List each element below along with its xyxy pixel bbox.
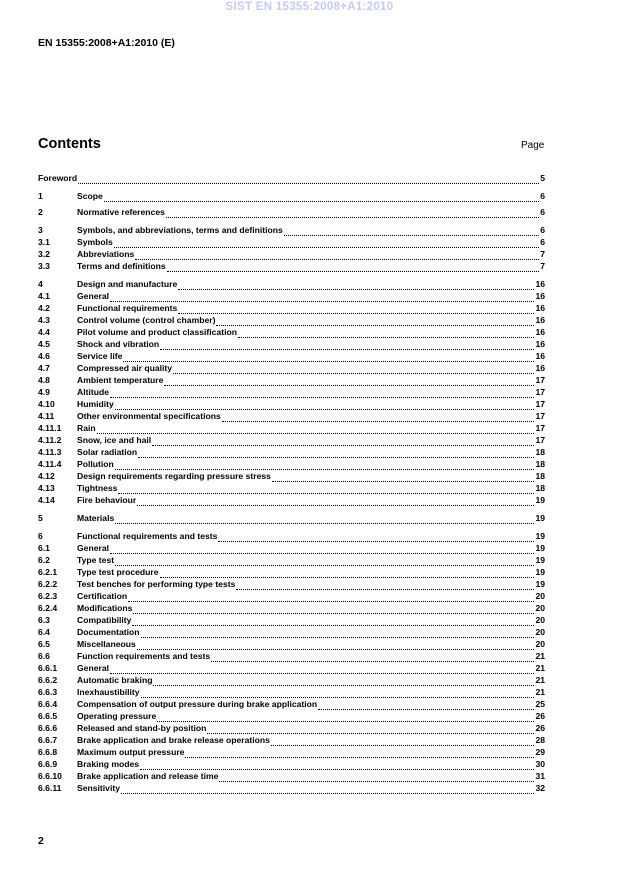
- toc-leader-dots: [236, 580, 534, 590]
- toc-entry-page: 21: [535, 687, 545, 697]
- toc-leader-dots: [185, 748, 534, 758]
- toc-leader-dots: [318, 700, 534, 710]
- toc-entry[interactable]: [38, 758, 545, 770]
- toc-entry-number: 4.11.3: [38, 447, 62, 457]
- toc-entry-number: 4.5: [38, 339, 50, 349]
- toc-entry-page: 16: [535, 327, 545, 337]
- toc-entry-title: Sensitivity: [77, 783, 120, 793]
- toc-leader-dots: [104, 192, 539, 202]
- toc-entry-title: Solar radiation: [77, 447, 138, 457]
- toc-entry-number: 4.11: [38, 411, 55, 421]
- toc-entry[interactable]: [38, 236, 545, 248]
- toc-entry[interactable]: [38, 338, 545, 350]
- toc-entry-title: General: [77, 663, 110, 673]
- toc-entry[interactable]: [38, 398, 545, 410]
- toc-leader-dots: [178, 280, 534, 290]
- toc-entry[interactable]: [38, 770, 545, 782]
- toc-entry-page: 25: [535, 699, 545, 709]
- toc-entry-number: 6.6.2: [38, 675, 58, 685]
- toc-entry-title: Fire behaviour: [77, 495, 137, 505]
- toc-leader-dots: [167, 262, 540, 272]
- toc-leader-dots: [164, 376, 534, 386]
- toc-entry[interactable]: [38, 650, 545, 662]
- toc-entry-page: 20: [535, 627, 545, 637]
- toc-entry[interactable]: [38, 746, 545, 758]
- toc-entry-title: Function requirements and tests: [77, 651, 211, 661]
- toc-leader-dots: [284, 226, 539, 236]
- toc-entry[interactable]: [38, 638, 545, 650]
- toc-leader-dots: [271, 736, 534, 746]
- toc-entry-title: Pollution: [77, 459, 114, 469]
- toc-leader-dots: [160, 340, 534, 350]
- toc-entry[interactable]: [38, 362, 545, 374]
- toc-leader-dots: [132, 616, 534, 626]
- toc-entry-title: Brake application and release time: [77, 771, 219, 781]
- toc-leader-dots: [140, 760, 534, 770]
- toc-entry-title: Other environmental specifications: [77, 411, 221, 421]
- toc-entry-page: 20: [535, 615, 545, 625]
- toc-entry-number: 4.6: [38, 351, 50, 361]
- toc-entry-title: Ambient temperature: [77, 375, 164, 385]
- toc-entry[interactable]: [38, 662, 545, 674]
- toc-entry-page: 26: [535, 711, 545, 721]
- toc-entry-page: 6: [540, 237, 545, 247]
- toc-entry-title: Design and manufacture: [77, 279, 178, 289]
- toc-entry-number: 6.6.3: [38, 687, 58, 697]
- toc-entry-title: Released and stand-by position: [77, 723, 207, 733]
- toc-entry-number: 6.6.5: [38, 711, 58, 721]
- toc-leader-dots: [115, 460, 535, 470]
- toc-entry-page: 16: [535, 363, 545, 373]
- toc-leader-dots: [141, 628, 535, 638]
- toc-entry[interactable]: [38, 554, 545, 566]
- toc-entry[interactable]: [38, 278, 545, 290]
- toc-entry-page: 19: [535, 567, 545, 577]
- toc-leader-dots: [115, 400, 535, 410]
- toc-entry-number: 1: [38, 191, 43, 201]
- toc-entry-page: 5: [540, 173, 545, 183]
- toc-entry[interactable]: [38, 482, 545, 494]
- toc-entry-number: 6.2.3: [38, 591, 58, 601]
- toc-entry-page: 28: [535, 735, 545, 745]
- toc-entry-title: Compatibility: [77, 615, 132, 625]
- toc-entry-page: 16: [535, 291, 545, 301]
- toc-entry[interactable]: [38, 590, 545, 602]
- toc-entry-number: 6.2.2: [38, 579, 58, 589]
- toc-entry-page: 7: [540, 249, 545, 259]
- toc-entry[interactable]: [38, 722, 545, 734]
- toc-entry[interactable]: [38, 326, 545, 338]
- toc-entry-title: Snow, ice and hail: [77, 435, 152, 445]
- toc-leader-dots: [222, 412, 535, 422]
- toc-leader-dots: [135, 250, 539, 260]
- toc-leader-dots: [78, 174, 539, 184]
- toc-entry-title: Functional requirements and tests: [77, 531, 218, 541]
- contents-title: Contents: [38, 136, 101, 152]
- toc-entry-title: Test benches for performing type tests: [77, 579, 236, 589]
- toc-entry-page: 6: [540, 207, 545, 217]
- toc-entry-page: 18: [535, 459, 545, 469]
- toc-entry-page: 31: [535, 771, 545, 781]
- toc-entry[interactable]: [38, 566, 545, 578]
- toc-entry-title: Functional requirements: [77, 303, 178, 313]
- toc-entry-page: 17: [535, 399, 545, 409]
- toc-entry-page: 32: [535, 783, 545, 793]
- toc-entry[interactable]: [38, 260, 545, 272]
- page-number: 2: [38, 835, 44, 847]
- toc-entry-title: Modifications: [77, 603, 133, 613]
- toc-entry-number: 3.2: [38, 249, 50, 259]
- toc-entry-title: Service life: [77, 351, 123, 361]
- toc-leader-dots: [137, 496, 534, 506]
- toc-entry-page: 17: [535, 423, 545, 433]
- toc-entry-title: Humidity: [77, 399, 114, 409]
- toc-entry-number: 3.1: [38, 237, 50, 247]
- toc-entry-number: 6.3: [38, 615, 50, 625]
- toc-leader-dots: [219, 772, 534, 782]
- toc-entry-number: 4.1: [38, 291, 50, 301]
- toc-entry-title: Pilot volume and product classification: [77, 327, 237, 337]
- toc-entry-page: 18: [535, 447, 545, 457]
- toc-entry-number: 4.11.4: [38, 459, 62, 469]
- toc-entry-page: 16: [535, 279, 545, 289]
- toc-entry-number: 4.3: [38, 315, 50, 325]
- toc-leader-dots: [173, 364, 534, 374]
- toc-entry-number: 6.2: [38, 555, 50, 565]
- document-header: EN 15355:2008+A1:2010 (E): [38, 37, 175, 49]
- toc-entry[interactable]: [38, 290, 545, 302]
- toc-entry-page: 6: [540, 191, 545, 201]
- toc-entry[interactable]: [38, 710, 545, 722]
- toc-entry-page: 29: [535, 747, 545, 757]
- toc-entry-page: 19: [535, 579, 545, 589]
- toc-entry[interactable]: [38, 374, 545, 386]
- toc-entry[interactable]: [38, 350, 545, 362]
- toc-entry-number: 4.12: [38, 471, 55, 481]
- toc-entry-number: 6.6.11: [38, 783, 62, 793]
- toc-entry[interactable]: [38, 530, 545, 542]
- toc-entry-title: Abbreviations: [77, 249, 135, 259]
- toc-entry[interactable]: [38, 410, 545, 422]
- toc-entry-number: 4.9: [38, 387, 50, 397]
- toc-leader-dots: [123, 352, 534, 362]
- toc-leader-dots: [121, 784, 534, 794]
- toc-entry[interactable]: [38, 686, 545, 698]
- toc-entry-number: 6.1: [38, 543, 50, 553]
- toc-entry-number: 2: [38, 207, 43, 217]
- toc-entry-title: Certification: [77, 591, 128, 601]
- toc-entry-page: 21: [535, 663, 545, 673]
- toc-leader-dots: [114, 238, 539, 248]
- toc-entry[interactable]: [38, 614, 545, 626]
- toc-entry[interactable]: [38, 206, 545, 218]
- toc-entry-number: 6.2.1: [38, 567, 58, 577]
- toc-entry-number: 4.4: [38, 327, 50, 337]
- toc-leader-dots: [157, 712, 534, 722]
- toc-entry-page: 26: [535, 723, 545, 733]
- toc-entry-page: 16: [535, 303, 545, 313]
- toc-entry[interactable]: [38, 386, 545, 398]
- toc-entry[interactable]: [38, 494, 545, 506]
- toc-leader-dots: [160, 568, 535, 578]
- toc-entry-page: 16: [535, 351, 545, 361]
- toc-entry-number: 6.2.4: [38, 603, 58, 613]
- toc-leader-dots: [128, 592, 534, 602]
- toc-entry-page: 19: [535, 531, 545, 541]
- toc-entry-page: 19: [535, 543, 545, 553]
- toc-leader-dots: [272, 472, 535, 482]
- toc-entry-page: 20: [535, 639, 545, 649]
- toc-entry-number: 4.11.1: [38, 423, 62, 433]
- toc-entry-title: Materials: [77, 513, 115, 523]
- toc-entry[interactable]: [38, 782, 545, 794]
- toc-entry-title: Design requirements regarding pressure stress: [77, 471, 271, 481]
- toc-entry-number: 6.4: [38, 627, 50, 637]
- toc-entry[interactable]: [38, 172, 545, 184]
- toc-entry[interactable]: [38, 434, 545, 446]
- toc-entry[interactable]: [38, 190, 545, 202]
- toc-entry[interactable]: [38, 470, 545, 482]
- toc-leader-dots: [110, 388, 534, 398]
- toc-entry-page: 17: [535, 411, 545, 421]
- toc-entry-title: Normative references: [77, 207, 165, 217]
- toc-entry-number: 4.8: [38, 375, 50, 385]
- toc-entry-page: 20: [535, 591, 545, 601]
- toc-entry[interactable]: [38, 734, 545, 746]
- toc-entry[interactable]: [38, 626, 545, 638]
- toc-entry[interactable]: [38, 674, 545, 686]
- toc-entry-number: 3: [38, 225, 43, 235]
- toc-entry-number: 6.6.1: [38, 663, 58, 673]
- toc-entry-number: 5: [38, 513, 43, 523]
- toc-entry-title: Shock and vibration: [77, 339, 160, 349]
- toc-leader-dots: [110, 664, 534, 674]
- toc-leader-dots: [133, 604, 534, 614]
- toc-entry-number: 4.10: [38, 399, 55, 409]
- toc-entry-title: Braking modes: [77, 759, 140, 769]
- toc-entry-number: 6.6.4: [38, 699, 58, 709]
- toc-entry-title: Tightness: [77, 483, 118, 493]
- toc-entry-title: Maximum output pressure: [77, 747, 185, 757]
- toc-leader-dots: [153, 676, 534, 686]
- toc-entry-page: 21: [535, 651, 545, 661]
- toc-leader-dots: [141, 688, 535, 698]
- toc-entry-page: 16: [535, 339, 545, 349]
- toc-entry-page: 20: [535, 603, 545, 613]
- toc-entry-number: 3.3: [38, 261, 50, 271]
- toc-entry-number: 6.6: [38, 651, 50, 661]
- toc-entry-title: Symbols, and abbreviations, terms and definitions: [77, 225, 283, 235]
- toc-entry-title: Type test procedure: [77, 567, 159, 577]
- toc-entry-number: 6.6.7: [38, 735, 58, 745]
- toc-entry-title: Control volume (control chamber): [77, 315, 216, 325]
- toc-entry-page: 7: [540, 261, 545, 271]
- toc-leader-dots: [152, 436, 534, 446]
- toc-entry-title: Type test: [77, 555, 115, 565]
- toc-entry-number: 4.2: [38, 303, 50, 313]
- toc-entry-page: 19: [535, 495, 545, 505]
- toc-entry-title: General: [77, 543, 110, 553]
- toc-entry-page: 6: [540, 225, 545, 235]
- toc-entry-number: 6.6.9: [38, 759, 58, 769]
- toc-leader-dots: [216, 316, 534, 326]
- toc-entry[interactable]: [38, 602, 545, 614]
- toc-entry-title: Compensation of output pressure during brake application: [77, 699, 318, 709]
- toc-leader-dots: [218, 532, 534, 542]
- toc-entry-number: 6.6.8: [38, 747, 58, 757]
- toc-entry-number: 6.5: [38, 639, 50, 649]
- toc-entry-page: 18: [535, 471, 545, 481]
- toc-leader-dots: [115, 514, 534, 524]
- toc-entry-page: 17: [535, 387, 545, 397]
- toc-leader-dots: [115, 556, 534, 566]
- toc-entry-title: General: [77, 291, 110, 301]
- toc-leader-dots: [166, 208, 539, 218]
- toc-entry-page: 21: [535, 675, 545, 685]
- toc-entry[interactable]: [38, 512, 545, 524]
- toc-entry-page: 16: [535, 315, 545, 325]
- toc-entry-number: 6.6.6: [38, 723, 58, 733]
- toc-entry-title: Documentation: [77, 627, 140, 637]
- toc-entry-title: Brake application and brake release operations: [77, 735, 270, 745]
- toc-leader-dots: [110, 544, 534, 554]
- toc-entry-title: Rain: [77, 423, 96, 433]
- toc-entry[interactable]: [38, 446, 545, 458]
- toc-entry-number: 4: [38, 279, 43, 289]
- toc-entry-title: Compressed air quality: [77, 363, 173, 373]
- toc-entry[interactable]: [38, 578, 545, 590]
- toc-leader-dots: [137, 640, 535, 650]
- toc-entry-number: 6: [38, 531, 43, 541]
- toc-entry-number: 4.11.2: [38, 435, 62, 445]
- toc-entry[interactable]: [38, 248, 545, 260]
- toc-entry[interactable]: [38, 542, 545, 554]
- page-column-label: Page: [521, 140, 545, 151]
- toc-entry-page: 30: [535, 759, 545, 769]
- toc-entry-page: 19: [535, 555, 545, 565]
- toc-entry-title: Foreword: [38, 173, 78, 183]
- toc-leader-dots: [178, 304, 534, 314]
- toc-entry[interactable]: [38, 458, 545, 470]
- toc-leader-dots: [97, 424, 535, 434]
- toc-entry-title: Scope: [77, 191, 103, 201]
- toc-leader-dots: [207, 724, 534, 734]
- toc-entry-title: Terms and definitions: [77, 261, 166, 271]
- toc-leader-dots: [138, 448, 534, 458]
- toc-entry[interactable]: [38, 302, 545, 314]
- toc-leader-dots: [110, 292, 534, 302]
- toc-entry-page: 19: [535, 513, 545, 523]
- toc-entry-number: 6.6.10: [38, 771, 62, 781]
- toc-leader-dots: [238, 328, 534, 338]
- watermark: SIST EN 15355:2008+A1:2010: [225, 1, 394, 13]
- toc-entry-number: 4.13: [38, 483, 55, 493]
- toc-entry-page: 17: [535, 375, 545, 385]
- toc-entry-title: Miscellaneous: [77, 639, 136, 649]
- toc-entry-title: Operating pressure: [77, 711, 157, 721]
- toc-leader-dots: [211, 652, 534, 662]
- toc-entry-page: 17: [535, 435, 545, 445]
- toc-entry[interactable]: [38, 698, 545, 710]
- toc-entry-title: Altitude: [77, 387, 109, 397]
- toc-entry-number: 4.14: [38, 495, 55, 505]
- toc-leader-dots: [118, 484, 534, 494]
- toc-entry-title: Inexhaustibility: [77, 687, 140, 697]
- toc-entry[interactable]: [38, 314, 545, 326]
- toc-entry-title: Automatic braking: [77, 675, 153, 685]
- toc-entry[interactable]: [38, 422, 545, 434]
- toc-entry[interactable]: [38, 224, 545, 236]
- toc-entry-number: 4.7: [38, 363, 50, 373]
- toc-entry-page: 18: [535, 483, 545, 493]
- toc-entry-title: Symbols: [77, 237, 113, 247]
